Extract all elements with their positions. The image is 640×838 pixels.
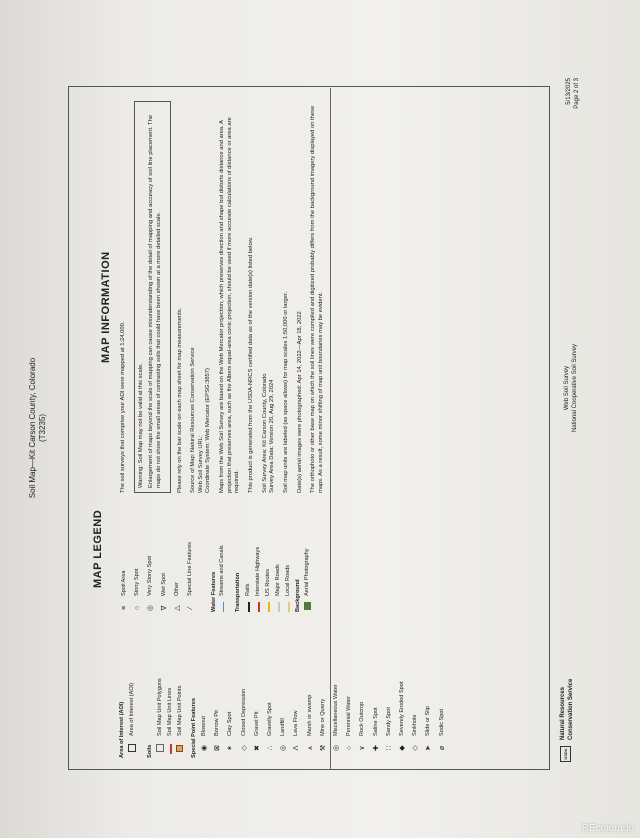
soils-item-polygons: Soil Map Unit Polygons xyxy=(157,678,163,736)
lava-flow-icon: Λ xyxy=(293,745,301,751)
info-bar-scale: Please rely on the bar scale on each map sheet for map measurements. xyxy=(176,307,183,493)
sinkhole-icon: ◇ xyxy=(412,745,420,751)
transport-label: Interstate Highways xyxy=(255,546,261,596)
aoi-swatch-icon xyxy=(128,744,136,752)
usda-text: USDA xyxy=(563,748,568,760)
water-heading: Water Features xyxy=(211,571,217,612)
soils-item-points: Soil Map Unit Points xyxy=(177,685,183,736)
info-labels: Soil map units are labeled (as space allows) for map scales 1:50,000 or larger. xyxy=(282,291,289,493)
aoi-item: Area of Interest (AOI) xyxy=(129,682,135,736)
sandy-spot-icon: ∷ xyxy=(385,745,393,751)
transport-line-icon xyxy=(288,602,290,612)
landfill-icon: ◎ xyxy=(280,744,288,752)
footer-date: 5/13/2025 xyxy=(566,78,572,105)
special-point-label: Closed Depression xyxy=(240,688,247,736)
background-item: Aerial Photography xyxy=(304,548,310,596)
photo-value: Apr 14, 2022—Apr 18, 2022 xyxy=(296,311,303,384)
special-point-label: Sandy Spot xyxy=(385,707,392,736)
spoil-area-icon: ≡ xyxy=(121,605,128,611)
clay-spot-icon: ✶ xyxy=(227,745,235,751)
info-survey-area xyxy=(262,101,277,493)
soil-point-icon xyxy=(176,745,183,752)
misc-water-icon: ◎ xyxy=(333,744,340,752)
legend-item-label: Wet Spot xyxy=(160,573,167,596)
agency-line2: Conservation Service xyxy=(567,678,574,740)
info-projection: Maps from the Web Soil Survey are based on the Web Mercator projection, which preserves direction and shape but distorts distance and area. A projection that preserves area, such as the Albers equal-area conic projection, should be used if more accurate calculations of distance or area are required. xyxy=(219,117,241,493)
legend-item-label: Very Stony Spot xyxy=(147,555,154,596)
perennial-water-icon: ○ xyxy=(346,745,354,751)
special-point-label: Perennial Water xyxy=(346,696,353,736)
transport-label: Local Roads xyxy=(285,564,291,596)
stony-spot-icon: ○ xyxy=(134,605,142,611)
soil-line-icon xyxy=(170,744,172,754)
water-item: Streams and Canals xyxy=(219,545,225,596)
sodic-spot-icon: ø xyxy=(438,745,446,751)
special-point-label: Rock Outcrop xyxy=(359,701,366,736)
transport-heading: Transportation xyxy=(235,572,241,612)
legend-item-label: Spoil Area xyxy=(121,570,127,596)
special-point-heading: Special Point Features xyxy=(191,698,197,758)
special-point-label: Slide or Slip xyxy=(425,706,432,736)
info-certified: This product is generated from the USDA-NRCS certified data as of the version date(s) listed below. xyxy=(248,236,255,493)
info-orthophoto: The orthophoto or other base map on which the soil lines were compiled and digitized probably differs from the background imagery displayed on these maps. As a result, some minor shifting of map unit boundaries may be evident. xyxy=(310,105,324,493)
special-point-label: Clay Spot xyxy=(227,711,234,736)
marsh-icon: ⩚ xyxy=(306,746,314,750)
special-point-label: Marsh or swamp xyxy=(306,694,313,736)
other-icon: △ xyxy=(173,605,181,611)
header-code: (T3235) xyxy=(38,414,48,443)
warning-text: Enlargement of maps beyond the scale of mapping can cause misunderstanding of the detail of mapping and accuracy of soil line placement. The maps do not show the small areas of contrasting soils that could have been shown at a more detailed scale. xyxy=(148,114,162,488)
page-footer xyxy=(566,78,581,138)
watermark-logo: REcolorado xyxy=(581,823,634,834)
info-scale: The soil surveys that comprise your AOI were mapped at 1:24,000. xyxy=(120,321,126,493)
coord-value: Web Mercator (EPSG:3857) xyxy=(205,368,212,441)
borrow-pit-icon: ⊠ xyxy=(214,745,222,751)
transport-label: Major Roads xyxy=(275,564,281,596)
slide-icon: ➤ xyxy=(425,745,433,751)
special-point-label: Miscellaneous Water xyxy=(333,684,339,736)
url-label: Web Soil Survey URL: xyxy=(197,435,204,493)
footer-web-soil-survey: Web Soil Survey xyxy=(564,365,570,411)
source-value: Natural Resources Conservation Service xyxy=(190,347,197,453)
special-line-icon: ⁄ xyxy=(187,607,194,609)
special-point-label: Lava Flow xyxy=(293,710,300,736)
legend-item-label: Special Line Features xyxy=(187,541,193,596)
data-label: Survey Area Data: xyxy=(269,445,276,493)
gravel-pit-icon: ✖ xyxy=(253,745,261,751)
source-label: Source of Map: xyxy=(190,453,197,493)
page-header xyxy=(28,218,49,638)
soils-item-lines: Soil Map Unit Lines xyxy=(167,687,173,736)
agency-block xyxy=(560,679,575,762)
usda-logo xyxy=(560,746,571,762)
special-point-label: Gravelly Spot xyxy=(267,702,273,736)
transport-line-icon xyxy=(278,602,280,612)
background-heading: Background xyxy=(295,579,301,612)
transport-line-icon xyxy=(268,602,270,612)
closed-depression-icon: ◇ xyxy=(240,745,248,751)
transport-line-icon xyxy=(248,602,250,612)
gravelly-spot-icon: ∴ xyxy=(267,745,274,751)
soils-heading: Soils xyxy=(147,744,153,758)
special-point-label: Mine or Quarry xyxy=(319,698,326,736)
special-point-label: Sinkhole xyxy=(412,714,419,736)
legend-title: MAP LEGEND xyxy=(92,509,104,588)
eroded-spot-icon: ◆ xyxy=(399,745,406,751)
warning-title: Warning: Soil Map may not be valid at this scale. xyxy=(137,363,144,488)
area-label: Soil Survey Area: xyxy=(261,448,268,493)
map-information xyxy=(120,101,332,493)
special-point-label: Landfill xyxy=(280,718,287,736)
photo-label: Date(s) aerial images were photographed: xyxy=(296,384,303,493)
streams-icon xyxy=(223,602,224,612)
wet-spot-icon: ∇ xyxy=(160,605,168,611)
transport-line-icon xyxy=(258,602,260,612)
blowout-icon: ◉ xyxy=(201,744,208,752)
area-value: Kit Carson County, Colorado xyxy=(261,373,268,447)
coord-label: Coordinate System: xyxy=(205,442,212,493)
special-point-label: Gravel Pit xyxy=(253,711,260,736)
special-point-label: Saline Spot xyxy=(372,707,379,736)
transport-label: Rails xyxy=(245,583,251,596)
mine-icon: ⚒ xyxy=(319,744,327,752)
agency-line1: Natural Resources xyxy=(560,686,566,740)
soil-polygon-icon xyxy=(156,744,164,752)
special-point-label: Severely Eroded Spot xyxy=(399,681,405,736)
footer-cooperative: National Cooperative Soil Survey xyxy=(571,343,578,433)
very-stony-spot-icon: ◎ xyxy=(147,604,155,612)
legend-item-label: Stony Spot xyxy=(134,568,141,596)
info-photo-dates xyxy=(297,101,305,493)
header-title: Soil Map—Kit Carson County, Colorado xyxy=(28,357,37,499)
legend-item-label: Other xyxy=(173,582,180,596)
rock-outcrop-icon: ∨ xyxy=(359,745,367,751)
aerial-photo-icon xyxy=(304,602,311,610)
footer-page-number: Page 2 of 3 xyxy=(573,78,580,109)
aoi-heading: Area of Interest (AOI) xyxy=(119,701,125,758)
info-title: MAP INFORMATION xyxy=(100,251,112,363)
warning-box xyxy=(134,101,171,493)
special-point-label: Sodic Spot xyxy=(438,708,445,736)
special-point-label: Borrow Pit xyxy=(214,710,221,736)
data-value: Version 20, Aug 29, 2024 xyxy=(269,379,276,445)
special-point-label: Blowout xyxy=(201,716,207,736)
saline-spot-icon: ✚ xyxy=(372,745,380,751)
survey-footer xyxy=(564,298,579,478)
info-source xyxy=(190,101,213,493)
transport-label: US Routes xyxy=(265,568,271,596)
